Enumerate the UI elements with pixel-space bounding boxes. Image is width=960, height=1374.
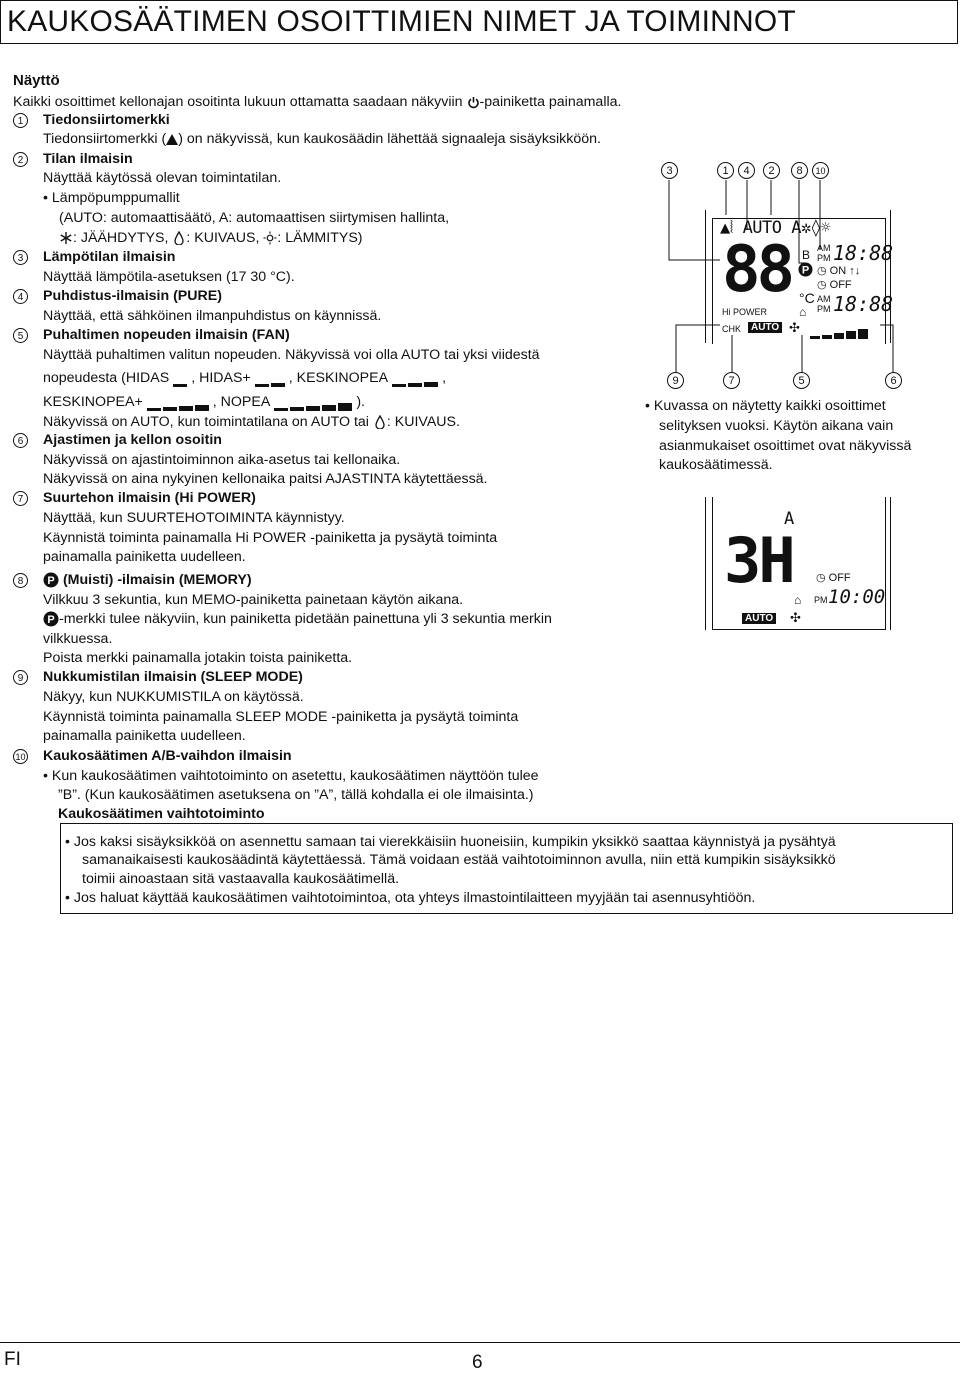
item-7-line-2: Käynnistä toiminta painamalla Hi POWER -painiketta ja pysäytä toiminta: [43, 530, 498, 546]
lcd-pm-2: PM: [817, 304, 831, 314]
caption-line-3: asianmukaiset osoittimet ovat näkyvissä: [659, 438, 912, 454]
item-9-line-1: Näkyy, kun NUKKUMISTILA on käytössä.: [43, 689, 304, 705]
title-bar: [0, 0, 958, 44]
cool-label: : JÄÄHDYTYS,: [73, 230, 169, 246]
diagram-callout-9: 9: [667, 372, 684, 389]
diagram-callout-8: 8: [791, 162, 808, 179]
page-number: 6: [472, 1352, 483, 1373]
item-9-line-3: painamalla painiketta uudelleen.: [43, 728, 246, 744]
fan-med-plus-label: KESKINOPEA+: [43, 394, 143, 410]
fan-1-bar-icon: [173, 369, 189, 387]
item-5-line-1: Näyttää puhaltimen valitun nopeuden. Näkyvissä voi olla AUTO tai yksi viidestä: [43, 347, 540, 363]
item-title-7: Suurtehon ilmaisin (Hi POWER): [43, 490, 256, 506]
diagram-callout-1: 1: [717, 162, 734, 179]
item-1-text-b: ) on näkyvissä, kun kaukosäädin lähettää signaaleja sisäyksikköön.: [178, 131, 601, 147]
item-title-4: Puhdistus-ilmaisin (PURE): [43, 288, 222, 304]
fan-5-bar-icon: [274, 393, 354, 411]
svg-text:P: P: [801, 264, 810, 277]
fan-low-plus-label: , HIDAS+: [191, 370, 251, 386]
intro-text-b: -painiketta painamalla.: [479, 94, 622, 110]
memory-p-icon: [43, 572, 59, 588]
fan-med-label: , KESKINOPEA: [288, 370, 389, 386]
svg-text:P: P: [47, 575, 55, 588]
item-8-line-1: Vilkkuu 3 sekuntia, kun MEMO-painiketta painetaan käytön aikana.: [43, 592, 464, 608]
item-5-line-2: [43, 369, 446, 387]
item-number-8: 8: [13, 573, 28, 588]
heat-label: : LÄMMITYS): [277, 230, 363, 246]
diagram-callout-2: 2: [763, 162, 780, 179]
lcd2-auto-badge: AUTO: [742, 613, 776, 624]
item-number-9: 9: [13, 670, 28, 685]
lcd2-digits: 3H: [724, 524, 793, 597]
fan-2-bar-icon: [255, 369, 287, 387]
lcd-b-letter: B: [802, 248, 811, 262]
lcd-ampm-2: [817, 294, 831, 314]
cool-snowflake-icon: [59, 231, 73, 245]
lcd-am-2: AM: [817, 294, 831, 304]
note-bullet-1-line-2: samanaikaisesti kaukosäädintä käytettäessä. Tämä voidaan estää vaihtotoiminnon avulla, niin että kumpikin sisäyksikkö: [82, 852, 836, 868]
item-5-line-4: [43, 413, 460, 431]
note-box: [60, 823, 953, 914]
remote-lcd-panel: [705, 210, 894, 343]
note-bullet-1-line-1: • Jos kaksi sisäyksikköä on asennettu samaan tai vierekkäisiin huoneisiin, kumpikin yksikkö saattaa käynnistyä ja pysähtyä: [65, 834, 836, 850]
item-title-5: Puhaltimen nopeuden ilmaisin (FAN): [43, 327, 290, 343]
item-7-line-1: Näyttää, kun SUURTEHOTOIMINTA käynnistyy.: [43, 510, 345, 526]
dry-drop-icon: [373, 415, 387, 429]
item-2-line-3: [59, 229, 363, 247]
item-7-line-3: painamalla painiketta uudelleen.: [43, 549, 246, 565]
dry-drop-icon: [172, 231, 186, 245]
item-10-line-2: ”B”. (Kun kaukosäätimen asetuksena on ”A”, tällä kohdalla ei ole ilmaisinta.): [58, 787, 534, 803]
lcd-fan-icon: ✣: [789, 320, 800, 335]
lcd-memory-icon: [798, 262, 813, 277]
item-text-1: [43, 130, 601, 148]
diagram-callout-4: 4: [738, 162, 755, 179]
item-number-7: 7: [13, 491, 28, 506]
diagram-callout-3: 3: [661, 162, 678, 179]
heat-sun-icon: [263, 231, 277, 245]
item-number-6: 6: [13, 433, 28, 448]
caption-line-4: kaukosäätimessä.: [659, 457, 773, 473]
switch-function-heading: Kaukosäätimen vaihtotoiminto: [58, 806, 265, 822]
lcd-pm-1: PM: [817, 253, 831, 263]
fan-3-bar-icon: [392, 369, 440, 387]
caption-line-1: • Kuvassa on näytetty kaikki osoittimet: [645, 398, 886, 414]
note-bullet-1-line-3: toimii ainoastaan sitä vastaavalla kaukosäätimellä.: [82, 871, 400, 887]
item-title-9: Nukkumistilan ilmaisin (SLEEP MODE): [43, 669, 303, 685]
fan-close-paren: ).: [356, 394, 365, 410]
lcd-clock-1: 18:88: [833, 241, 894, 265]
power-icon: [467, 96, 480, 109]
lcd2-off-row: ◷ OFF: [816, 572, 851, 584]
footer-rule: [0, 1342, 960, 1343]
lcd-updown-arrows: ↑↓: [849, 265, 861, 277]
lcd-on-row: ◷ ON ↑↓: [817, 265, 861, 277]
diagram-callout-5: 5: [793, 372, 810, 389]
item-8-title-line: [43, 571, 252, 589]
item-2-line-2: (AUTO: automaattisäätö, A: automaattisen siirtymisen hallinta,: [59, 210, 450, 226]
item-10-line-1: • Kun kaukosäätimen vaihtotoiminto on asetettu, kaukosäätimen näyttöön tulee: [43, 768, 539, 784]
item-number-1: 1: [13, 113, 28, 128]
lcd-pure-icon: ⦚: [729, 218, 733, 238]
lcd2-pm: PM: [814, 595, 828, 605]
item-title-10: Kaukosäätimen A/B-vaihdon ilmaisin: [43, 748, 292, 764]
item-4-line-1: Näyttää, että sähköinen ilmanpuhdistus on käynnissä.: [43, 308, 382, 324]
lcd-clock-2: 18:88: [833, 292, 894, 316]
lcd-hipower: Hi POWER: [722, 307, 767, 317]
transmit-triangle-icon: [166, 134, 178, 145]
lcd-am-1: AM: [817, 243, 831, 253]
lcd2-off: OFF: [828, 572, 851, 584]
note-bullet-2: • Jos haluat käyttää kaukosäätimen vaihtotoimintoa, ota yhteys ilmastointilaitteen myyjään tai asennusyhtiöön.: [65, 890, 756, 906]
item-6-line-1: Näkyvissä on ajastintoiminnon aika-asetus tai kellonaika.: [43, 452, 401, 468]
fan-low-label: nopeudesta (HIDAS: [43, 370, 170, 386]
item-number-10: 10: [13, 749, 28, 764]
lcd-off-row: ◷ OFF: [817, 279, 852, 291]
lcd-ampm-1: [817, 243, 831, 263]
lcd-on: ON: [829, 265, 847, 277]
svg-text:P: P: [47, 614, 55, 627]
item-number-4: 4: [13, 289, 28, 304]
item-6-line-2: Näkyvissä on aina nykyinen kellonaika paitsi AJASTINTA käytettäessä.: [43, 471, 488, 487]
diagram-callout-7: 7: [723, 372, 740, 389]
item-number-3: 3: [13, 250, 28, 265]
item-5-line-3: [43, 393, 365, 411]
intro-line: [13, 93, 621, 111]
item-number-5: 5: [13, 328, 28, 343]
lcd2-sleep-icon: ⌂: [794, 593, 802, 607]
item-2-bullet: • Lämpöpumppumallit: [43, 190, 180, 206]
lcd2-a-letter: A: [784, 509, 795, 529]
item-title-1: Tiedonsiirtomerkki: [43, 112, 170, 128]
lcd-a-letter: A: [791, 218, 802, 238]
footer-language: FI: [4, 1349, 21, 1370]
lcd2-clock: 10:00: [828, 586, 886, 608]
lcd2-fan-icon: ✣: [790, 610, 801, 625]
fan-auto-text: Näkyvissä on AUTO, kun toimintatilana on AUTO tai: [43, 414, 369, 430]
item-8-line-3: vilkkuessa.: [43, 631, 113, 647]
section-heading: Näyttö: [13, 72, 60, 89]
item-title-8: (Muisti) -ilmaisin (MEMORY): [62, 572, 252, 588]
lcd-celsius: °C: [799, 290, 815, 306]
lcd-transmit-icon: ▲: [720, 218, 730, 238]
note-2-text: Jos haluat käyttää kaukosäätimen vaihtotoimintoa, ota yhteys ilmastointilaitteen myyjään tai asennusyhtiöön.: [73, 890, 756, 906]
intro-text-a: Kaikki osoittimet kellonajan osoitinta lukuun ottamatta saadaan näkyviin: [13, 94, 463, 110]
lcd-auto-badge: AUTO: [748, 322, 782, 333]
dry-label: : KUIVAUS,: [186, 230, 260, 246]
memory-p-icon: [43, 611, 59, 627]
note-1-a: Jos kaksi sisäyksikköä on asennettu samaan tai vierekkäisiin huoneisiin, kumpikin yksikkö saattaa käynnistyä ja pysähtyä: [73, 834, 836, 850]
diagram-callout-6: 6: [885, 372, 902, 389]
lcd-fan-bars: [810, 323, 868, 339]
diagram-callout-10: 10: [812, 162, 829, 179]
item-8-line-2: [43, 610, 552, 628]
item-number-2: 2: [13, 152, 28, 167]
item-8-text-2: -merkki tulee näkyviin, kun painiketta pidetään painettuna yli 3 sekuntia merkin: [59, 611, 552, 627]
lcd-mode-icons: ✲◊☼: [801, 218, 831, 238]
lcd-sleep-icon: ⌂: [799, 305, 807, 319]
item-title-3: Lämpötilan ilmaisin: [43, 249, 176, 265]
fan-4-bar-icon: [147, 393, 211, 411]
page-title: KAUKOSÄÄTIMEN OSOITTIMIEN NIMET JA TOIMINNOT: [7, 5, 796, 38]
fan-high-label: , NOPEA: [212, 394, 271, 410]
item-1-text-a: Tiedonsiirtomerkki (: [43, 131, 167, 147]
caption-line-2: selityksen vuoksi. Käytön aikana vain: [659, 418, 894, 434]
item-8-line-4: Poista merkki painamalla jotakin toista painiketta.: [43, 650, 353, 666]
item-title-2: Tilan ilmaisin: [43, 151, 133, 167]
item-title-6: Ajastimen ja kellon osoitin: [43, 432, 222, 448]
lcd-auto-text: AUTO: [742, 218, 782, 238]
fan-dry-text: : KUIVAUS.: [386, 414, 460, 430]
remote-lcd-example: [705, 497, 891, 630]
fan-comma: ,: [442, 370, 447, 386]
lcd-off: OFF: [829, 279, 852, 291]
item-3-line-1: Näyttää lämpötila-asetuksen (17 30 °C).: [43, 269, 295, 285]
item-2-line-1: Näyttää käytössä olevan toimintatilan.: [43, 170, 282, 186]
item-9-line-2: Käynnistä toiminta painamalla SLEEP MODE -painiketta ja pysäytä toiminta: [43, 709, 519, 725]
lcd-temp-digits: 88: [722, 233, 792, 307]
lcd-chk: CHK: [722, 324, 742, 334]
